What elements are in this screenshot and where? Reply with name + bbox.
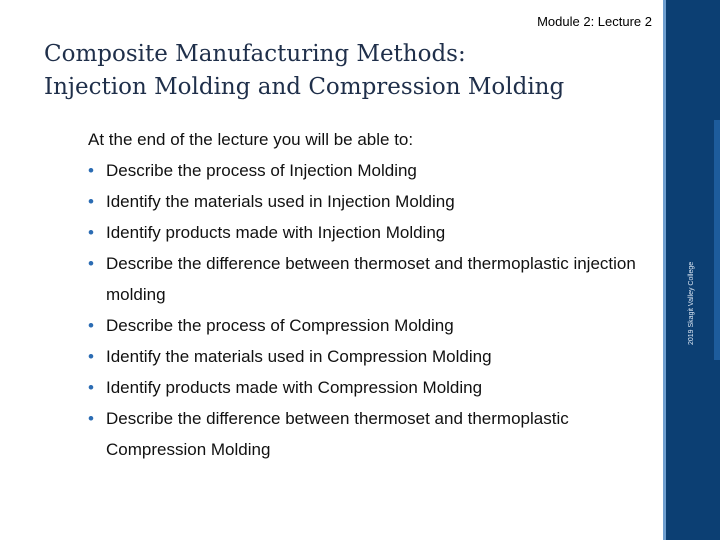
list-item bbox=[88, 372, 648, 403]
bullet-icon: • bbox=[88, 254, 94, 273]
list-item bbox=[88, 186, 648, 217]
list-item bbox=[88, 403, 648, 465]
bullet-icon: • bbox=[88, 316, 94, 335]
list-item-text: Describe the difference between thermoset and thermoplastic Compression Molding bbox=[106, 409, 569, 459]
list-item bbox=[88, 217, 648, 248]
list-item-text: Identify products made with Injection Molding bbox=[106, 223, 446, 242]
bullet-icon: • bbox=[88, 378, 94, 397]
list-item-text: Describe the process of Compression Molding bbox=[106, 316, 454, 335]
bullet-icon: • bbox=[88, 161, 94, 180]
bullet-icon: • bbox=[88, 409, 94, 428]
slide-title bbox=[44, 38, 654, 104]
list-item-text: Describe the process of Injection Molding bbox=[106, 161, 417, 180]
list-item bbox=[88, 341, 648, 372]
intro-text: At the end of the lecture you will be able to: bbox=[88, 130, 414, 149]
sidebar bbox=[666, 0, 720, 540]
sidebar-accent bbox=[714, 120, 720, 360]
list-item bbox=[88, 310, 648, 341]
title-line-2: Injection Molding and Compression Molding bbox=[44, 74, 565, 100]
module-label: Module 2: Lecture 2 bbox=[537, 14, 652, 29]
objectives-list bbox=[88, 155, 648, 465]
bullet-icon: • bbox=[88, 223, 94, 242]
list-item-text: Identify products made with Compression Molding bbox=[106, 378, 483, 397]
list-item bbox=[88, 248, 648, 310]
sidebar-copyright: 2019 Skagit Valley College bbox=[688, 261, 695, 345]
list-item-text: Identify the materials used in Compression Molding bbox=[106, 347, 492, 366]
list-item-text: Identify the materials used in Injection Molding bbox=[106, 192, 455, 211]
list-item bbox=[88, 155, 648, 186]
bullet-icon: • bbox=[88, 192, 94, 211]
title-line-1: Composite Manufacturing Methods: bbox=[44, 41, 466, 67]
list-item-text: Describe the difference between thermoset and thermoplastic injection molding bbox=[106, 254, 636, 304]
bullet-icon: • bbox=[88, 347, 94, 366]
slide-content bbox=[88, 124, 648, 465]
